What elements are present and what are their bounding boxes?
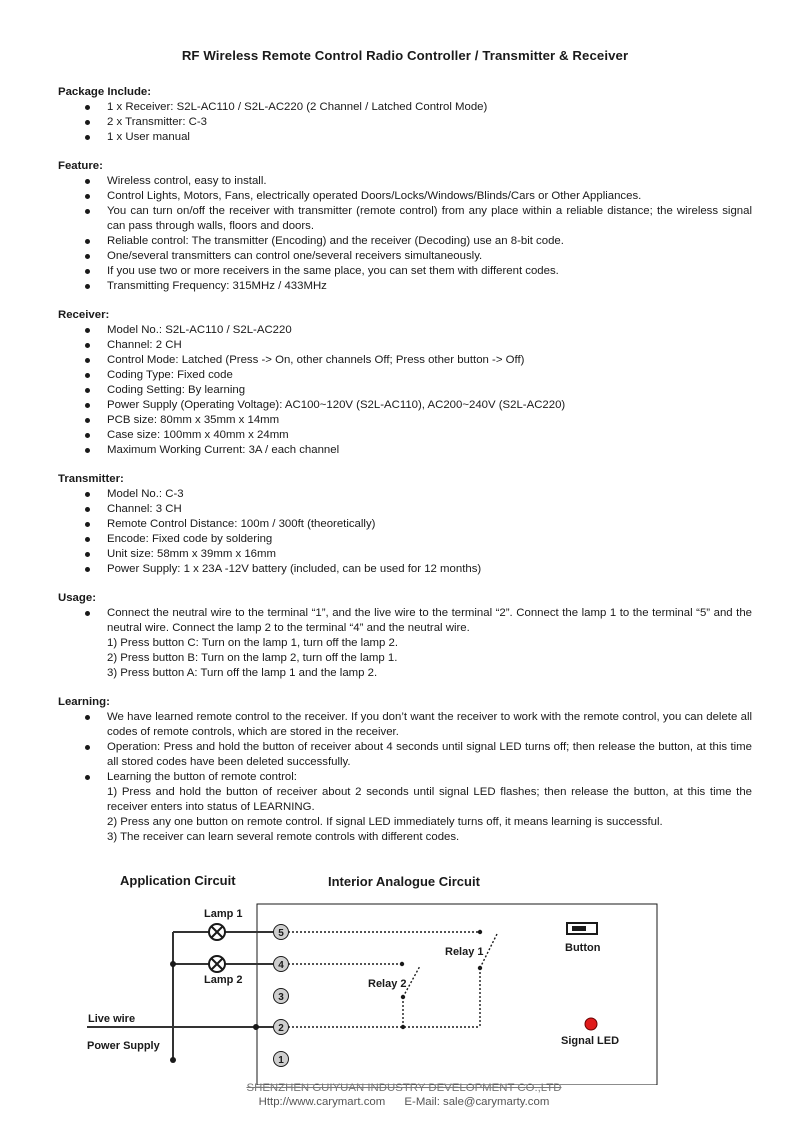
- list-item-text: Remote Control Distance: 100m / 300ft (theoretically): [107, 518, 376, 530]
- list-item: [58, 383, 752, 398]
- sub-step: 3) The receiver can learn several remote controls with different codes.: [107, 831, 460, 843]
- bullet-list: [58, 100, 752, 145]
- section-heading: Feature:: [58, 160, 103, 172]
- list-item: [58, 547, 752, 562]
- list-item: [58, 174, 752, 189]
- section: [58, 85, 752, 145]
- list-item: [58, 502, 752, 517]
- list-item: [58, 353, 752, 368]
- terminal-3: [274, 989, 289, 1004]
- list-item-text: 1 x User manual: [107, 131, 190, 143]
- sections: [58, 85, 752, 845]
- list-item: [58, 130, 752, 145]
- list-item-text: Control Lights, Motors, Fans, electrically operated Doors/Locks/Windows/Blinds/Cars or Other Appliances.: [107, 190, 642, 202]
- junction-dot: [253, 1024, 259, 1030]
- list-item: [58, 323, 752, 338]
- list-item: [58, 606, 752, 681]
- interior-circuit-title: Interior Analogue Circuit: [328, 874, 480, 889]
- footer-contact: [0, 1095, 808, 1109]
- document: [58, 48, 752, 859]
- list-item-text: Connect the neutral wire to the terminal “1”, and the live wire to the terminal “2”. Connect the lamp 1 to the terminal “5” and the neutral wire. Connect the lamp 2 to the terminal “4” and the neutral wire.: [107, 607, 752, 634]
- list-item: [58, 517, 752, 532]
- junction-dot: [170, 961, 176, 967]
- relay-1-label: Relay 1: [445, 946, 484, 958]
- list-item-text: You can turn on/off the receiver with transmitter (remote control) from any place within a reliable distance; the wireless signal can pass through walls, floors and doors.: [107, 205, 752, 232]
- lamp-1-label: Lamp 1: [204, 908, 243, 920]
- section: [58, 159, 752, 294]
- list-item-text: We have learned remote control to the receiver. If you don’t want the receiver to work with the remote control, you can delete all codes of remote controls, which are stored in the receiver.: [107, 711, 752, 738]
- sub-step: 3) Press button A: Turn off the lamp 1 and the lamp 2.: [107, 667, 378, 679]
- live-wire-label: Live wire: [88, 1013, 136, 1025]
- list-item-text: Channel: 2 CH: [107, 339, 182, 351]
- terminal-1: [274, 1052, 289, 1067]
- sub-step: 1) Press button C: Turn on the lamp 1, turn off the lamp 2.: [107, 637, 399, 649]
- relay-2-label: Relay 2: [368, 978, 407, 990]
- list-item-text: One/several transmitters can control one/several receivers simultaneously.: [107, 250, 483, 262]
- list-item: [58, 398, 752, 413]
- list-item: [58, 204, 752, 234]
- terminal-4: [274, 957, 289, 972]
- list-item-text: 2 x Transmitter: C-3: [107, 116, 208, 128]
- svg-text:1: 1: [278, 1055, 284, 1066]
- relay-2-switch: [400, 962, 420, 1029]
- list-item: [58, 428, 752, 443]
- list-item-text: Wireless control, easy to install.: [107, 175, 267, 187]
- footer-website-link[interactable]: Http://www.carymart.com: [258, 1096, 386, 1108]
- list-item: [58, 770, 752, 845]
- list-item-text: Power Supply: 1 x 23A -12V battery (included, can be used for 12 months): [107, 563, 482, 575]
- section-heading: Package Include:: [58, 86, 152, 98]
- section: [58, 591, 752, 681]
- list-item-text: Coding Setting: By learning: [107, 384, 246, 396]
- list-item-text: Reliable control: The transmitter (Encoding) and the receiver (Decoding) use an 8-bit code.: [107, 235, 564, 247]
- terminal-2: [274, 1020, 289, 1035]
- list-item-text: 1 x Receiver: S2L-AC110 / S2L-AC220 (2 Channel / Latched Control Mode): [107, 101, 488, 113]
- footer-email-link[interactable]: E-Mail: sale@carymarty.com: [404, 1096, 550, 1108]
- footer: [0, 1081, 808, 1109]
- list-item: [58, 413, 752, 428]
- lamp-1-icon: [209, 924, 225, 940]
- list-item: [58, 532, 752, 547]
- list-item: [58, 249, 752, 264]
- sub-step: 1) Press and hold the button of receiver about 2 seconds until signal LED flashes; then release the button, at this time the receiver enters into status of LEARNING.: [107, 786, 752, 813]
- bullet-list: [58, 487, 752, 577]
- list-item-text: Unit size: 58mm x 39mm x 16mm: [107, 548, 276, 560]
- lamp-2-label: Lamp 2: [204, 974, 243, 986]
- list-item: [58, 264, 752, 279]
- list-item: [58, 368, 752, 383]
- list-item: [58, 189, 752, 204]
- section-heading: Transmitter:: [58, 473, 124, 485]
- list-item-text: If you use two or more receivers in the same place, you can set them with different codes.: [107, 265, 559, 277]
- list-item-text: Channel: 3 CH: [107, 503, 182, 515]
- list-item-text: PCB size: 80mm x 35mm x 14mm: [107, 414, 280, 426]
- list-item-text: Model No.: C-3: [107, 488, 184, 500]
- sub-step: 2) Press any one button on remote control. If signal LED immediately turns off, it means learning is successful.: [107, 816, 663, 828]
- list-item-text: Operation: Press and hold the button of receiver about 4 seconds until signal LED turns off; then release the button, at this time all stored codes have been deleted successfully.: [107, 741, 752, 768]
- document-title: RF Wireless Remote Control Radio Controller / Transmitter & Receiver: [181, 48, 629, 63]
- bullet-list: [58, 174, 752, 294]
- button-icon: [567, 923, 597, 934]
- svg-text:4: 4: [278, 960, 284, 971]
- section: [58, 308, 752, 458]
- list-item: [58, 443, 752, 458]
- list-item-text: Encode: Fixed code by soldering: [107, 533, 273, 545]
- application-circuit-title: Application Circuit: [120, 873, 236, 888]
- sub-step: 2) Press button B: Turn on the lamp 2, turn off the lamp 1.: [107, 652, 398, 664]
- list-item: [58, 100, 752, 115]
- section-heading: Receiver:: [58, 309, 110, 321]
- svg-text:2: 2: [278, 1023, 284, 1034]
- section: [58, 472, 752, 577]
- bullet-list: [58, 710, 752, 845]
- list-item-text: Transmitting Frequency: 315MHz / 433MHz: [107, 280, 327, 292]
- power-supply-label: Power Supply: [87, 1040, 160, 1052]
- list-item-text: Learning the button of remote control:: [107, 771, 297, 783]
- svg-text:3: 3: [278, 992, 284, 1003]
- list-item: [58, 562, 752, 577]
- list-item: [58, 338, 752, 353]
- terminal-5: [274, 925, 289, 940]
- circuit-diagram: [0, 865, 808, 1085]
- button-label: Button: [565, 942, 601, 954]
- list-item: [58, 234, 752, 249]
- list-item-text: Coding Type: Fixed code: [107, 369, 233, 381]
- list-item: [58, 279, 752, 294]
- section-heading: Learning:: [58, 696, 110, 708]
- bullet-list: [58, 606, 752, 681]
- lamp-2-icon: [209, 956, 225, 972]
- list-item: [58, 740, 752, 770]
- footer-company: SHENZHEN GUIYUAN INDUSTRY DEVELOPMENT CO.,LTD: [246, 1082, 562, 1094]
- list-item: [58, 487, 752, 502]
- list-item-text: Case size: 100mm x 40mm x 24mm: [107, 429, 289, 441]
- signal-led-icon: [585, 1018, 597, 1030]
- list-item: [58, 115, 752, 130]
- list-item-text: Control Mode: Latched (Press -> On, other channels Off; Press other button -> Off): [107, 354, 525, 366]
- junction-dot: [170, 1057, 176, 1063]
- section: [58, 695, 752, 845]
- bullet-list: [58, 323, 752, 458]
- list-item: [58, 710, 752, 740]
- signal-led-label: Signal LED: [561, 1035, 620, 1047]
- list-item-text: Power Supply (Operating Voltage): AC100~120V (S2L-AC110), AC200~240V (S2L-AC220): [107, 399, 566, 411]
- section-heading: Usage:: [58, 592, 96, 604]
- list-item-text: Maximum Working Current: 3A / each channel: [107, 444, 340, 456]
- svg-text:5: 5: [278, 928, 284, 939]
- list-item-text: Model No.: S2L-AC110 / S2L-AC220: [107, 324, 292, 336]
